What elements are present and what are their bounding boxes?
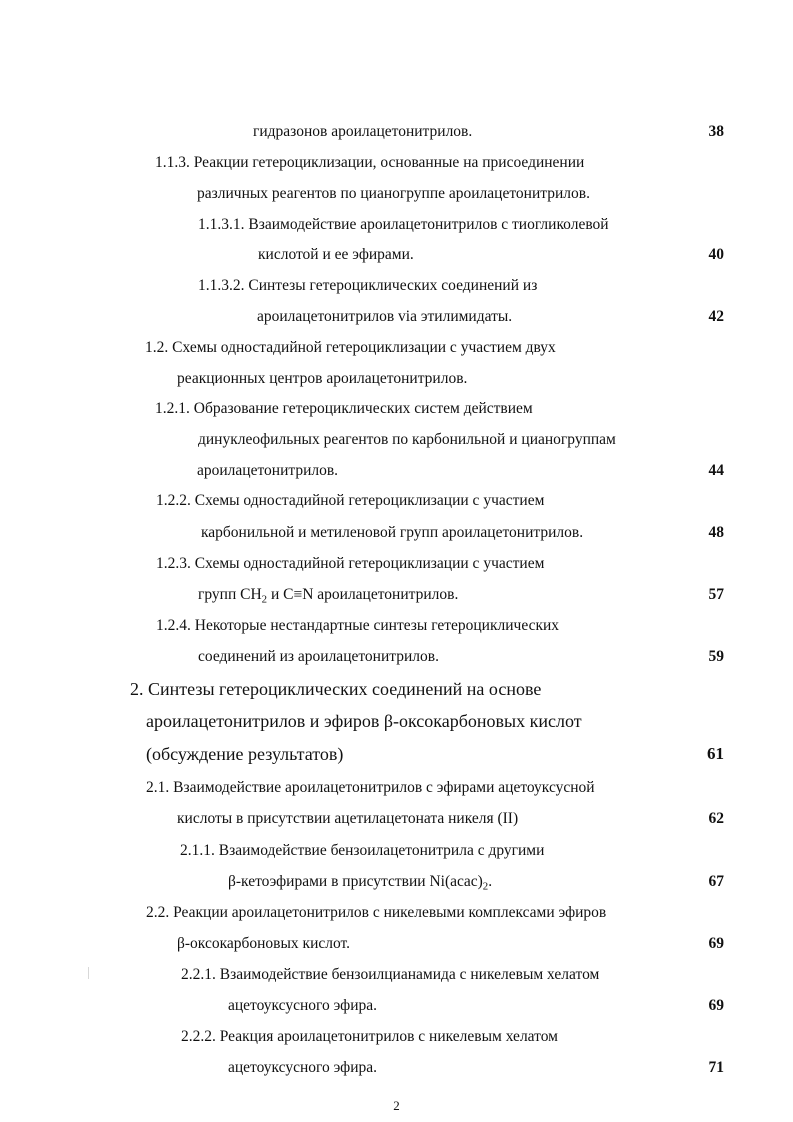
toc-entry-text: ароилацетонитрилов.: [197, 462, 339, 479]
toc-entry-text: 1.1.3.1. Взаимодействие ароилацетонитрилов с тиогликолевой: [198, 216, 609, 233]
toc-page-number: 69: [708, 997, 724, 1014]
toc-entry-text: 1.2.2. Схемы одностадийной гетероциклизации с участием: [156, 492, 545, 509]
toc-entry-text: 1.1.3.2. Синтезы гетероциклических соединений из: [198, 277, 538, 294]
toc-page-number: 67: [708, 873, 724, 890]
toc-entry-text: 2.2. Реакции ароилацетонитрилов с никелевыми комплексами эфиров: [146, 904, 607, 921]
toc-entry-text: [198, 585, 458, 605]
toc-entry-text: 2.1.1. Взаимодействие бензоилацетонитрила с другими: [180, 842, 545, 859]
formula-text: β-кетоэфирами в присутствии Ni(acac): [228, 873, 483, 890]
toc-entry-text: 1.2.1. Образование гетероциклических систем действием: [155, 400, 533, 417]
toc-chapter-text: 2. Синтезы гетероциклических соединений на основе: [130, 679, 542, 699]
toc-page-number: 57: [708, 586, 724, 603]
formula-subscript: 2: [261, 593, 268, 606]
scan-artifact: [88, 967, 89, 979]
toc-entry-text: [228, 872, 492, 892]
toc-entry-text: кислоты в присутствии ацетилацетоната никеля (II): [177, 810, 519, 827]
toc-entry-text: 1.2.4. Некоторые нестандартные синтезы гетероциклических: [156, 617, 560, 634]
formula-text: групп CH: [198, 586, 262, 603]
toc-entry-text: реакционных центров ароилацетонитрилов.: [177, 370, 468, 387]
formula-subscript: 2: [482, 880, 489, 893]
toc-entry-text: 2.2.2. Реакция ароилацетонитрилов с никелевым хелатом: [181, 1028, 558, 1045]
toc-entry-text: динуклеофильных реагентов по карбонильной и цианогруппам: [198, 431, 616, 448]
toc-page-number: 44: [708, 462, 724, 479]
toc-chapter-text: ароилацетонитрилов и эфиров β-оксокарбоновых кислот: [146, 711, 582, 731]
toc-page-number: 48: [708, 524, 724, 541]
toc-page-number: 38: [708, 123, 724, 140]
formula-text: и C≡N ароилацетонитрилов.: [267, 586, 459, 603]
toc-entry-text: карбонильной и метиленовой групп ароилацетонитрилов.: [201, 524, 584, 541]
toc-entry-text: кислотой и ее эфирами.: [258, 246, 414, 263]
page-number-footer: 2: [393, 1098, 400, 1113]
toc-page-number: 62: [708, 810, 724, 827]
toc-page-number: 42: [708, 308, 724, 325]
formula-text: .: [488, 873, 493, 890]
toc-chapter-text: (обсуждение результатов): [146, 744, 344, 764]
toc-page-number: 71: [708, 1059, 724, 1076]
toc-entry-text: 2.2.1. Взаимодействие бензоилцианамида с никелевым хелатом: [181, 966, 600, 983]
toc-page-number: 59: [708, 648, 724, 665]
toc-entry-text: 1.2.3. Схемы одностадийной гетероциклизации с участием: [156, 555, 545, 572]
toc-entry-text: гидразонов ароилацетонитрилов.: [253, 123, 473, 140]
toc-entry-text: 1.1.3. Реакции гетероциклизации, основанные на присоединении: [155, 154, 585, 171]
toc-page-number: 61: [707, 744, 724, 763]
toc-entry-text: ацетоуксусного эфира.: [228, 1059, 378, 1076]
toc-entry-text: различных реагентов по цианогруппе ароилацетонитрилов.: [197, 185, 590, 202]
toc-entry-text: ацетоуксусного эфира.: [228, 997, 378, 1014]
toc-page-number: 40: [708, 246, 724, 263]
toc-entry-text: ароилацетонитрилов via этилимидаты.: [257, 308, 513, 325]
toc-page-number: 69: [708, 935, 724, 952]
toc-entry-text: 2.1. Взаимодействие ароилацетонитрилов с эфирами ацетоуксусной: [146, 779, 595, 796]
toc-entry-text: β-оксокарбоновых кислот.: [177, 935, 351, 952]
toc-entry-text: 1.2. Схемы одностадийной гетероциклизации с участием двух: [145, 339, 556, 356]
toc-entry-text: соединений из ароилацетонитрилов.: [198, 648, 439, 665]
